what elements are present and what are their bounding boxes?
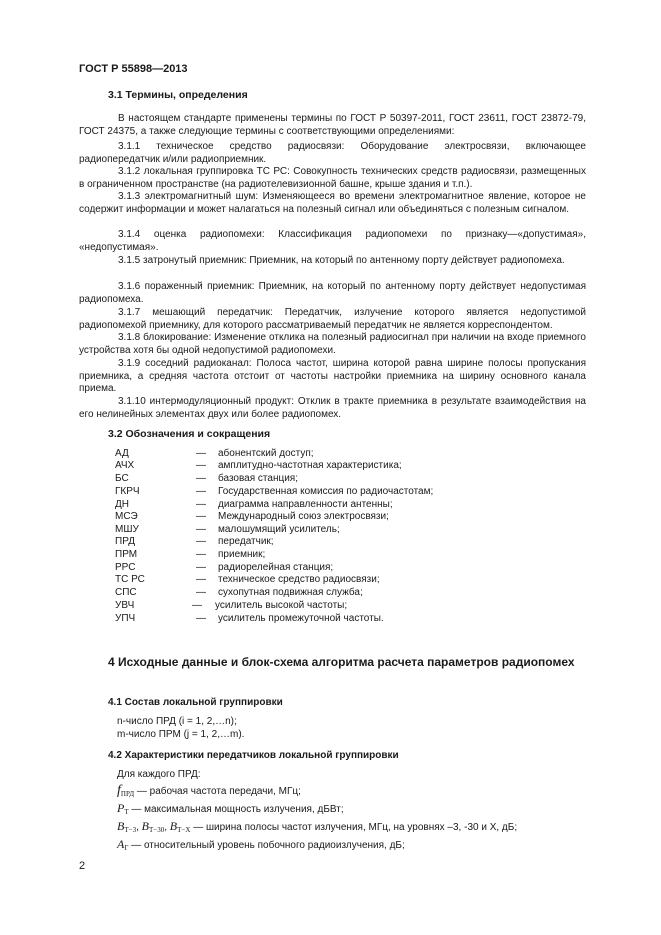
paragraph: В настоящем стандарте применены термины по ГОСТ Р 50397-2011, ГОСТ 23611, ГОСТ 23872-79, ГОСТ 24375, а также следующие термины с соответствующими определениями: <box>79 113 586 137</box>
abbr-definition: приемник; <box>218 549 266 560</box>
dash: — <box>196 536 206 547</box>
section-4-1-heading: 4.1 Состав локальной группировки <box>108 697 283 708</box>
b-description: — ширина полосы частот излучения, МГц, на уровнях –3, -30 и X, дБ; <box>193 822 518 833</box>
section-3-2-heading: 3.2 Обозначения и сокращения <box>108 428 271 440</box>
dash: — <box>196 460 206 471</box>
dash: — <box>196 486 206 497</box>
subscript-g: Г <box>124 844 129 852</box>
subscript-prd: ПРД <box>120 790 135 798</box>
abbr-definition: передатчик; <box>218 536 274 547</box>
document-header: ГОСТ Р 55898—2013 <box>79 63 188 75</box>
abbr-definition: усилитель промежуточной частоты. <box>218 613 384 624</box>
abbr-definition: малошумящий усилитель; <box>218 524 340 535</box>
abbr-definition: абонентский доступ; <box>218 448 314 459</box>
abbr-definition: амплитудно-частотная характеристика; <box>218 460 402 471</box>
symbol-a: A <box>117 837 125 851</box>
dash: — <box>196 511 206 522</box>
a-description: — относительный уровень побочного радиоизлучения, дБ; <box>131 840 405 851</box>
abbr-definition: усилитель высокой частоты; <box>215 600 348 611</box>
page-number: 2 <box>79 860 86 872</box>
dash: — <box>196 448 206 459</box>
formula-p-t <box>117 801 344 816</box>
term-3-1-2: 3.1.2 локальная группировка ТС РС: Совокупность технических средств радиосвязи, размещенных в ограниченном пространстве (на радиотелевизионной башне, крыше здания и т.п.). <box>79 166 586 190</box>
abbr-definition: Государственная комиссия по радиочастотам; <box>218 486 434 497</box>
section-4-heading: 4 Исходные данные и блок-схема алгоритма расчета параметров радиопомех <box>108 655 575 669</box>
abbr: ПРД <box>115 536 135 547</box>
separator: , <box>136 822 139 833</box>
tx-count-line: n-число ПРД (i = 1, 2,…n); <box>117 716 237 727</box>
term-3-1-10: 3.1.10 интермодуляционный продукт: Отклик в тракте приемника в результате взаимодействия на его нелинейных элементах двух или более радиопомех. <box>79 396 586 420</box>
term-3-1-8: 3.1.8 блокирование: Изменение отклика на полезный радиосигнал при наличии на входе приемного устройства хотя бы одной недопустимой радиопомехи. <box>79 332 586 356</box>
term-3-1-5: 3.1.5 затронутый приемник: Приемник, на который по антенному порту действует радиопомеха. <box>118 255 565 266</box>
dash: — <box>196 574 206 585</box>
abbr-definition: техническое средство радиосвязи; <box>218 574 380 585</box>
f-description: — рабочая частота передачи, МГц; <box>136 786 301 797</box>
dash: — <box>196 549 206 560</box>
symbol-b: B <box>141 819 149 833</box>
dash: — <box>196 613 206 624</box>
symbol-b: B <box>117 819 125 833</box>
rx-count-line: m-число ПРМ (j = 1, 2,…m). <box>117 729 245 740</box>
abbr: АД <box>115 448 129 459</box>
abbr: ТС РС <box>115 574 145 585</box>
term-3-1-6: 3.1.6 пораженный приемник: Приемник, на который по антенному порту действует недопустимая радиопомеха. <box>79 281 586 305</box>
formula-a-g <box>117 837 405 852</box>
term-3-1-3: 3.1.3 электромагнитный шум: Изменяющееся во времени электромагнитное явление, которое не содержит информации и может налагаться на полезный сигнал или объединяться с полезным сигналом. <box>79 191 586 215</box>
abbr-definition: базовая станция; <box>218 473 298 484</box>
symbol-f: f <box>117 783 121 798</box>
term-3-1-1: 3.1.1 техническое средство радиосвязи: Оборудование электросвязи, включающее радиопередатчик и/или радиоприемник. <box>79 141 586 165</box>
dash: — <box>196 524 206 535</box>
abbr: РРС <box>115 562 136 573</box>
formula-b-t <box>117 819 517 834</box>
subscript-t-30: T−30 <box>148 826 165 834</box>
subscript-t-3: T−3 <box>124 826 137 834</box>
dash: — <box>196 587 206 598</box>
formula-f-prd <box>117 783 301 799</box>
abbr-definition: диаграмма направленности антенны; <box>218 499 393 510</box>
subscript-t-x: T−X <box>177 826 191 834</box>
abbr: МСЭ <box>115 511 138 522</box>
abbr-definition: Международный союз электросвязи; <box>218 511 389 522</box>
symbol-b: B <box>169 819 178 833</box>
tx-intro: Для каждого ПРД: <box>117 769 201 780</box>
abbr: МШУ <box>115 524 139 535</box>
term-3-1-9: 3.1.9 соседний радиоканал: Полоса частот, ширина которой равна ширине полосы пропускания приемника, а средняя частота отстоит от частоты настройки приемника на ширину основного канала приема. <box>79 358 586 395</box>
abbr: УПЧ <box>115 613 136 624</box>
abbr-definition: радиорелейная станция; <box>218 562 334 573</box>
abbr: УВЧ <box>115 600 135 611</box>
dash: — <box>196 473 206 484</box>
abbr: СПС <box>115 587 137 598</box>
abbr: БС <box>115 473 129 484</box>
subscript-t: T <box>124 808 129 816</box>
abbr: АЧХ <box>115 460 135 471</box>
symbol-p: P <box>117 801 125 815</box>
dash: — <box>192 600 202 611</box>
section-3-1-heading: 3.1 Термины, определения <box>108 89 248 101</box>
abbr: ДН <box>115 499 129 510</box>
abbr: ПРМ <box>115 549 138 560</box>
abbr: ГКРЧ <box>115 486 140 497</box>
separator: , <box>164 822 167 833</box>
dash: — <box>196 562 206 573</box>
dash: — <box>196 499 206 510</box>
term-3-1-7: 3.1.7 мешающий передатчик: Передатчик, излучение которого является недопустимой радиопомехой приемнику, для которого рассматриваемый передатчик не является корреспондентом. <box>79 307 586 331</box>
section-4-2-heading: 4.2 Характеристики передатчиков локальной группировки <box>108 750 399 761</box>
p-description: — максимальная мощность излучения, дБВт; <box>131 804 344 815</box>
abbr-definition: сухопутная подвижная служба; <box>218 587 363 598</box>
term-3-1-4: 3.1.4 оценка радиопомехи: Классификация радиопомехи по признаку—«допустимая», «недопустимая». <box>79 229 586 253</box>
